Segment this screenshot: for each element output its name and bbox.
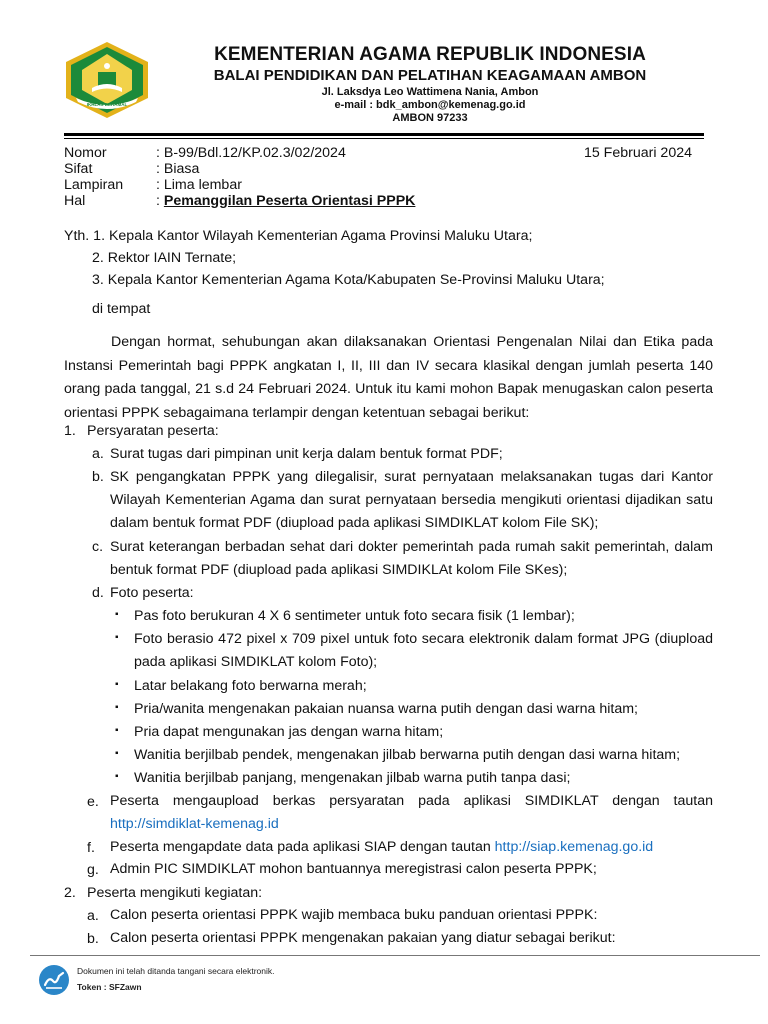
opening-paragraph: Dengan hormat, sehubungan akan dilaksanakan Orientasi Pengenalan Nilai dan Etika pada Instansi Pemerintah bagi PPPK angkatan I, II, III dan IV secara klasikal dengan jumlah peserta 140 orang pada tanggal, 21 s.d 24 Februari 2024. Untuk itu kami mohon Bapak menugaskan calon peserta orientasi PPPK sebagaimana terlampir dengan ketentuan sebagai berikut: xyxy=(64,334,713,421)
section-2-title: Peserta mengikuti kegiatan: xyxy=(87,885,263,901)
recipient-1: Yth. 1. Kepala Kantor Wilayah Kementerian Agama Provinsi Maluku Utara; xyxy=(64,228,533,244)
item-f-marker: f. xyxy=(87,840,95,856)
letter-date: 15 Februari 2024 xyxy=(583,145,692,161)
item-e: Peserta mengaupload berkas persyaratan pada aplikasi SIMDIKLAT dengan tautan xyxy=(110,793,713,809)
foto-item: Latar belakang foto berwarna merah; xyxy=(134,678,367,694)
lampiran-value: : Lima lembar xyxy=(156,177,242,193)
e-signature-icon xyxy=(38,964,70,996)
bullet-marker: ▪ xyxy=(115,679,119,690)
section-2-item-a: Calon peserta orientasi PPPK wajib membaca buku panduan orientasi PPPK: xyxy=(110,907,598,923)
recipient-place: di tempat xyxy=(92,301,151,317)
sifat-label: Sifat xyxy=(64,161,93,177)
nomor-label: Nomor xyxy=(64,145,107,161)
item-d-marker: d. xyxy=(92,585,104,601)
foto-item: Wanitia berjilbab pendek, mengenakan jilbab berwarna putih dengan dasi warna hitam; xyxy=(134,747,681,763)
kemenag-emblem-icon xyxy=(62,40,152,120)
lampiran-label: Lampiran xyxy=(64,177,124,193)
office-name: BALAI PENDIDIKAN DAN PELATIHAN KEAGAMAAN AMBON xyxy=(213,67,647,84)
foto-item: Pas foto berukuran 4 X 6 sentimeter untuk foto secara fisik (1 lembar); xyxy=(134,608,575,624)
section-2-item-a-marker: a. xyxy=(87,908,99,924)
bullet-marker: ▪ xyxy=(115,725,119,736)
item-g-marker: g. xyxy=(87,862,99,878)
footer-divider xyxy=(30,955,760,956)
foto-item: Pria/wanita mengenakan pakaian nuansa warna putih dengan dasi warna hitam; xyxy=(134,701,638,717)
logo-motto: IKHLAS BERAMAL xyxy=(86,102,128,107)
section-1-number: 1. xyxy=(64,423,76,439)
hal-label: Hal xyxy=(64,193,86,209)
item-f: Peserta mengapdate data pada aplikasi SIAP dengan tautan xyxy=(110,839,495,855)
ministry-name: KEMENTERIAN AGAMA REPUBLIK INDONESIA xyxy=(214,44,646,65)
header-divider-thin xyxy=(64,138,704,139)
bullet-marker: ▪ xyxy=(115,609,119,620)
bullet-marker: ▪ xyxy=(115,702,119,713)
item-f-row xyxy=(110,836,713,859)
recipient-3: 3. Kepala Kantor Kementerian Agama Kota/Kabupaten Se-Provinsi Maluku Utara; xyxy=(92,272,605,288)
item-c-marker: c. xyxy=(92,539,104,555)
item-e-marker: e. xyxy=(87,794,99,810)
office-city: AMBON 97233 xyxy=(392,112,468,124)
bullet-marker: ▪ xyxy=(115,771,119,782)
item-a-marker: a. xyxy=(92,446,104,462)
office-address: Jl. Laksdya Leo Wattimena Nania, Ambon xyxy=(321,86,539,98)
hal-value: Pemanggilan Peserta Orientasi PPPK xyxy=(163,193,416,209)
simdiklat-link[interactable]: http://simdiklat-kemenag.id xyxy=(110,816,279,832)
section-2-number: 2. xyxy=(64,885,76,901)
item-a: Surat tugas dari pimpinan unit kerja dalam bentuk format PDF; xyxy=(110,446,503,462)
sifat-value: : Biasa xyxy=(156,161,200,177)
foto-item: Foto berasio 472 pixel x 709 pixel untuk foto secara elektronik dalam format JPG (diupload pada aplikasi SIMDIKLAT kolom Foto); xyxy=(134,631,713,670)
item-b-marker: b. xyxy=(92,469,104,485)
footer-note: Dokumen ini telah ditanda tangani secara elektronik. xyxy=(77,966,275,976)
item-d: Foto peserta: xyxy=(110,585,194,601)
section-1-title: Persyaratan peserta: xyxy=(87,423,219,439)
section-2-item-b: Calon peserta orientasi PPPK mengenakan pakaian yang diatur sebagai berikut: xyxy=(110,930,616,946)
footer-token: Token : SFZawn xyxy=(77,982,142,992)
header-divider-thick xyxy=(64,133,704,136)
item-c: Surat keterangan berbadan sehat dari dokter pemerintah pada rumah sakit pemerintah, dalam bentuk format PDF (diupload pada aplikasi SIMDIKLAt kolom File SKes); xyxy=(110,539,713,578)
recipient-2: 2. Rektor IAIN Ternate; xyxy=(92,250,237,266)
item-g: Admin PIC SIMDIKLAT mohon bantuannya meregistrasi calon peserta PPPK; xyxy=(110,861,597,877)
siap-link[interactable]: http://siap.kemenag.go.id xyxy=(494,839,654,855)
bullet-marker: ▪ xyxy=(115,748,119,759)
bullet-marker: ▪ xyxy=(115,632,119,643)
nomor-value: : B-99/Bdl.12/KP.02.3/02/2024 xyxy=(156,145,346,161)
office-email: e-mail : bdk_ambon@kemenag.go.id xyxy=(334,99,526,111)
section-2-item-b-marker: b. xyxy=(87,931,99,947)
foto-item: Pria dapat mengunakan jas dengan warna hitam; xyxy=(134,724,444,740)
foto-item: Wanitia berjilbab panjang, mengenakan jilbab warna putih tanpa dasi; xyxy=(134,770,571,786)
hal-row xyxy=(156,193,415,209)
hal-colon: : xyxy=(156,193,164,209)
item-b: SK pengangkatan PPPK yang dilegalisir, surat pernyataan melaksanakan tugas dari Kantor Wilayah Kementerian Agama dan surat pernyataan bersedia mengikuti orientasi dijadikan satu dalam bentuk format PDF (diupload pada aplikasi SIMDIKLAT kolom File SK); xyxy=(110,469,713,531)
